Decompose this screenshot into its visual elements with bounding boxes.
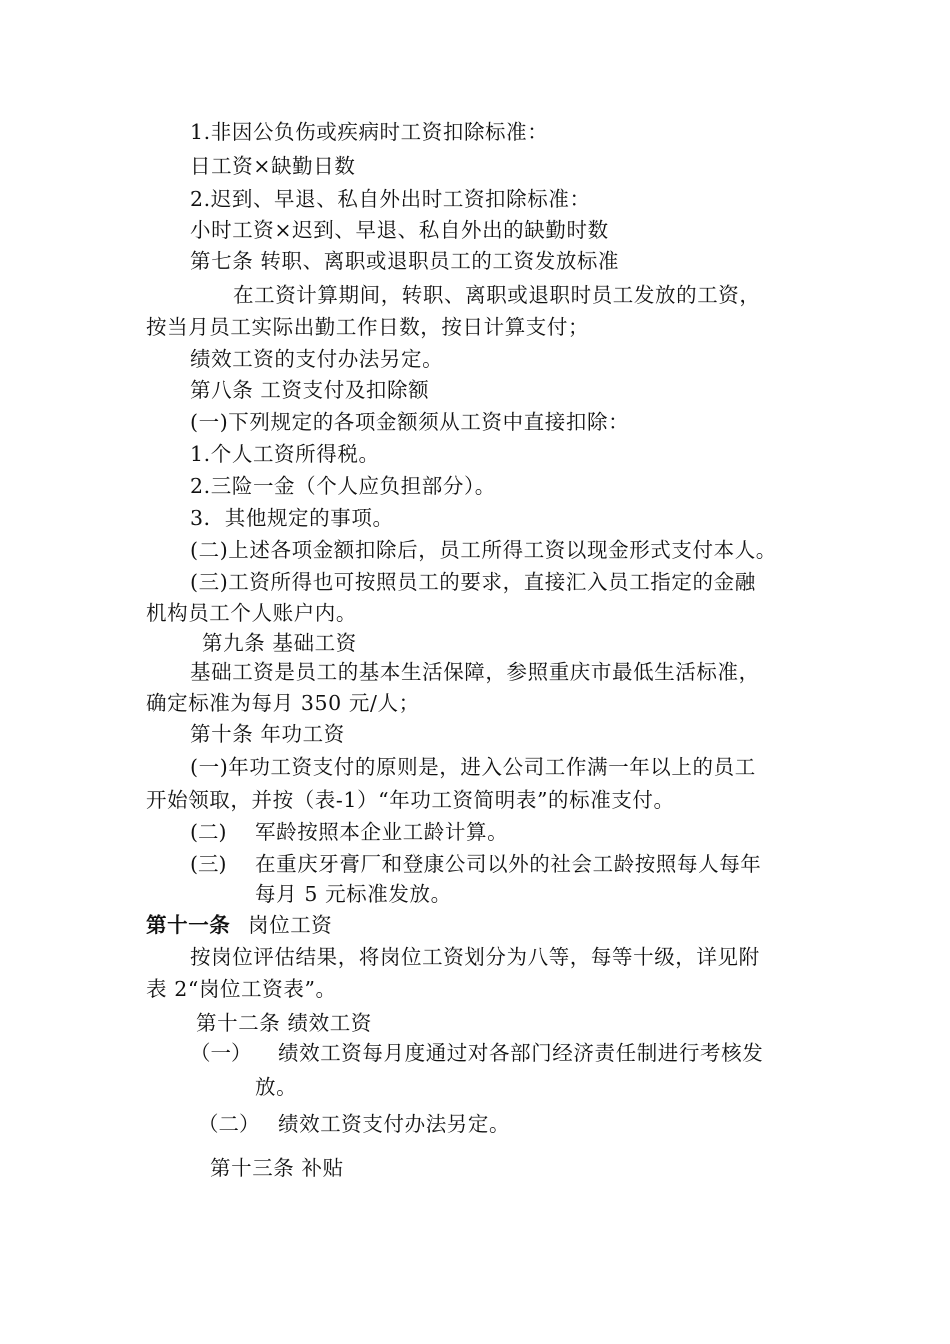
- text-line: 开始领取，并按（表-1）“年功工资简明表”的标准支付。: [146, 788, 675, 812]
- article-heading: 岗位工资: [248, 913, 333, 937]
- text-line: (一)下列规定的各项金额须从工资中直接扣除：: [190, 410, 630, 434]
- text-line: 在重庆牙膏厂和登康公司以外的社会工龄按照每人每年: [255, 852, 762, 876]
- text-line: 1.个人工资所得税。: [190, 442, 380, 466]
- text-line: 按当月员工实际出勤工作日数，按日计算支付；: [146, 315, 590, 339]
- article-heading: 第十二条 绩效工资: [196, 1011, 372, 1035]
- text-line: 绩效工资的支付办法另定。: [190, 347, 444, 371]
- text-line: 军龄按照本企业工龄计算。: [255, 820, 509, 844]
- text-line: 放。: [255, 1075, 298, 1099]
- article-heading: 第十条 年功工资: [190, 722, 345, 746]
- text-line: 绩效工资支付办法另定。: [278, 1112, 511, 1136]
- text-line: 在工资计算期间，转职、离职或退职时员工发放的工资，: [233, 283, 761, 307]
- list-marker: (二): [190, 820, 227, 844]
- text-line: (一)年功工资支付的原则是，进入公司工作满一年以上的员工: [190, 755, 756, 779]
- text-line: 3．其他规定的事项。: [190, 506, 394, 530]
- article-heading-bold: 第十一条: [146, 913, 231, 937]
- text-line: 1.非因公负伤或疾病时工资扣除标准：: [190, 120, 549, 144]
- text-line: 按岗位评估结果，将岗位工资划分为八等，每等十级，详见附: [190, 945, 760, 969]
- text-line: 确定标准为每月 350 元/人；: [146, 691, 420, 715]
- text-line: 每月 5 元标准发放。: [255, 882, 452, 906]
- text-line: 2.迟到、早退、私自外出时工资扣除标准：: [190, 187, 591, 211]
- list-marker: （一）: [190, 1041, 252, 1065]
- article-heading: 第七条 转职、离职或退职员工的工资发放标准: [190, 249, 620, 273]
- text-line: (三)工资所得也可按照员工的要求，直接汇入员工指定的金融: [190, 570, 756, 594]
- text-line: 日工资×缺勤日数: [190, 154, 356, 178]
- text-line: 机构员工个人账户内。: [146, 601, 357, 625]
- text-line: (二)上述各项金额扣除后，员工所得工资以现金形式支付本人。: [190, 538, 777, 562]
- list-marker: (三): [190, 852, 227, 876]
- article-heading: 第八条 工资支付及扣除额: [190, 378, 430, 402]
- article-heading: 第十三条 补贴: [210, 1156, 344, 1180]
- text-line: 小时工资×迟到、早退、私自外出的缺勤时数: [190, 218, 609, 242]
- article-heading: 第九条 基础工资: [202, 631, 357, 655]
- text-line: 2.三险一金（个人应负担部分）。: [190, 474, 496, 498]
- list-marker: （二）: [198, 1112, 260, 1136]
- text-line: 表 2“岗位工资表”。: [146, 977, 337, 1001]
- text-line: 基础工资是员工的基本生活保障，参照重庆市最低生活标准，: [190, 660, 760, 684]
- text-line: 绩效工资每月度通过对各部门经济责任制进行考核发: [278, 1041, 764, 1065]
